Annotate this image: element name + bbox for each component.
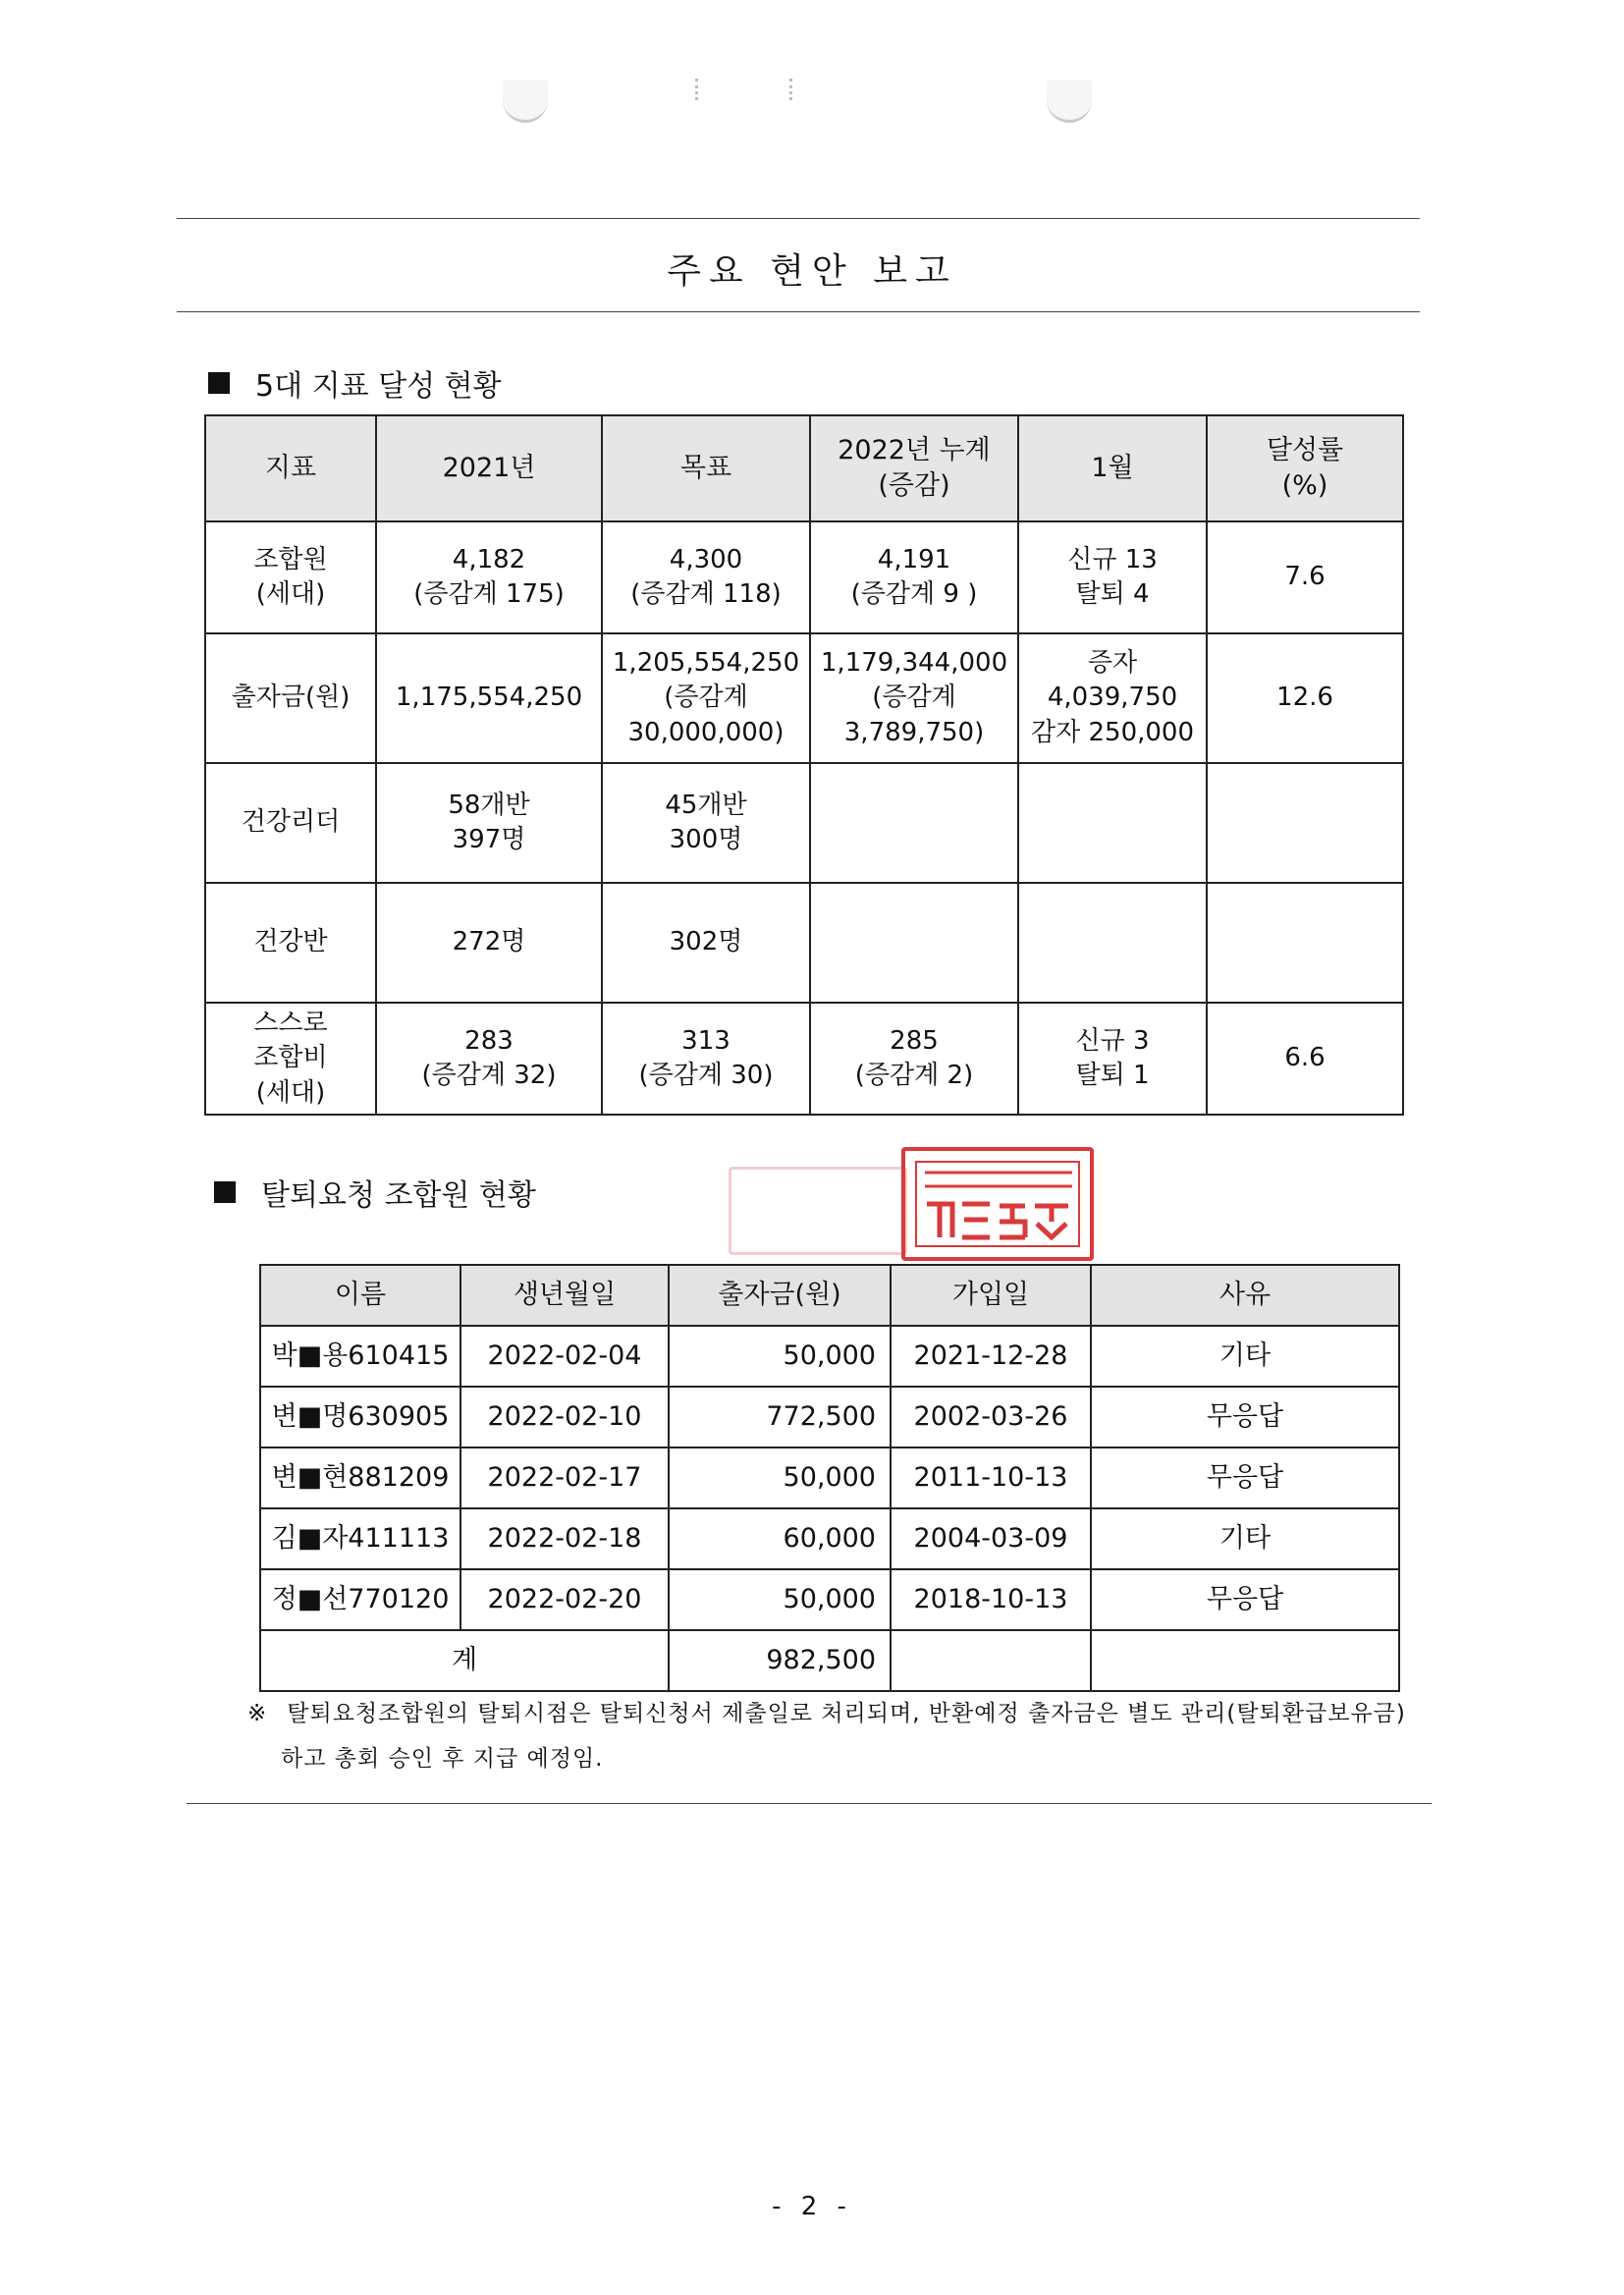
text-line: 397명 bbox=[452, 825, 526, 854]
text-line: 증자 bbox=[1087, 648, 1138, 679]
header-cell bbox=[1018, 415, 1207, 521]
table-cell bbox=[602, 883, 810, 1003]
header-cell bbox=[1207, 415, 1403, 521]
cell-text bbox=[383, 543, 595, 612]
table-row bbox=[260, 1387, 1399, 1448]
text-line: 45개반 bbox=[665, 790, 747, 820]
header-top-rule bbox=[177, 218, 1420, 219]
indicator-table-header bbox=[205, 415, 1403, 521]
header-label: 지표 bbox=[264, 452, 317, 483]
table-cell bbox=[1018, 1003, 1207, 1115]
table-cell bbox=[602, 633, 810, 763]
table-cell bbox=[1018, 521, 1207, 633]
withdrawal-date: 2022-02-18 bbox=[460, 1508, 669, 1569]
table-cell bbox=[1018, 883, 1207, 1003]
seal-stamp bbox=[729, 1147, 1090, 1255]
empty-cell bbox=[1091, 1630, 1399, 1691]
header-label: 생년월일 bbox=[513, 1279, 617, 1310]
table-cell bbox=[376, 521, 602, 633]
header-label: 출자금(원) bbox=[718, 1279, 841, 1310]
text-line: 283 bbox=[464, 1025, 514, 1056]
member-name: 변■명630905 bbox=[260, 1387, 460, 1448]
text-line: 300명 bbox=[669, 825, 743, 854]
table-cell bbox=[376, 1003, 602, 1115]
investment-amount: 50,000 bbox=[669, 1569, 891, 1630]
join-date: 2021-12-28 bbox=[891, 1326, 1091, 1387]
square-bullet-icon bbox=[208, 372, 230, 394]
header-cell bbox=[669, 1265, 891, 1326]
text-line: 4,039,750 bbox=[1047, 683, 1178, 713]
table-cell bbox=[376, 763, 602, 883]
text-line: 스스로 bbox=[253, 1009, 328, 1039]
table-cell bbox=[205, 1003, 376, 1115]
cell-text bbox=[817, 1024, 1011, 1093]
text-line: (증감) bbox=[878, 470, 950, 501]
cell-text bbox=[1025, 1024, 1200, 1093]
cell-text bbox=[383, 1024, 595, 1093]
table-cell bbox=[810, 883, 1018, 1003]
withdrawal-date: 2022-02-10 bbox=[460, 1387, 669, 1448]
text-line: (증감계 175) bbox=[413, 579, 565, 609]
text-line: (세대) bbox=[255, 1077, 326, 1108]
table-row bbox=[205, 883, 1403, 1003]
cell-text: 건강반 bbox=[253, 927, 328, 957]
text-line: 감자 250,000 bbox=[1030, 717, 1194, 747]
text-line: 탈퇴 4 bbox=[1075, 579, 1150, 609]
text-line: (증감계 bbox=[664, 683, 748, 713]
text-line: (증감계 32) bbox=[421, 1061, 557, 1090]
reason: 무응답 bbox=[1091, 1569, 1399, 1630]
cell-text bbox=[212, 543, 369, 612]
investment-amount: 772,500 bbox=[669, 1387, 891, 1448]
note-line-2: 하고 총회 승인 후 지급 예정임. bbox=[281, 1746, 604, 1772]
table-cell bbox=[810, 521, 1018, 633]
member-name: 변■현881209 bbox=[260, 1448, 460, 1508]
binding-dots-left bbox=[695, 79, 702, 100]
table-row bbox=[260, 1326, 1399, 1387]
header-label: 2021년 bbox=[442, 452, 536, 483]
reason: 무응답 bbox=[1091, 1448, 1399, 1508]
withdrawal-date: 2022-02-20 bbox=[460, 1569, 669, 1630]
table-cell bbox=[1018, 633, 1207, 763]
header-label: 이름 bbox=[334, 1279, 387, 1310]
member-name: 김■자411113 bbox=[260, 1508, 460, 1569]
section-withdrawal-title-text: 탈퇴요청 조합원 현황 bbox=[261, 1178, 536, 1213]
text-line: (%) bbox=[1281, 470, 1328, 501]
table-cell bbox=[602, 521, 810, 633]
punch-hole-right bbox=[1047, 81, 1092, 123]
table-cell bbox=[810, 763, 1018, 883]
header-cell bbox=[1091, 1265, 1399, 1326]
header-cell bbox=[810, 415, 1018, 521]
text-line: 1,205,554,250 bbox=[612, 648, 800, 679]
text-line: 탈퇴 1 bbox=[1075, 1061, 1150, 1090]
page-title: 주요 현안 보고 bbox=[667, 251, 957, 292]
text-line: 3,789,750) bbox=[843, 717, 985, 747]
header-cell bbox=[260, 1265, 460, 1326]
text-line: (증감계 bbox=[872, 683, 956, 713]
investment-amount: 50,000 bbox=[669, 1326, 891, 1387]
text-line: (증감계 30) bbox=[638, 1061, 774, 1090]
reason: 기타 bbox=[1091, 1326, 1399, 1387]
page-number: - 2 - bbox=[772, 2192, 852, 2221]
table-cell bbox=[1207, 521, 1403, 633]
text-line: 285 bbox=[890, 1025, 939, 1056]
footer-rule bbox=[187, 1803, 1432, 1804]
join-date: 2018-10-13 bbox=[891, 1569, 1091, 1630]
cell-text: 302명 bbox=[669, 927, 743, 957]
table-cell bbox=[205, 883, 376, 1003]
text-line: 58개반 bbox=[448, 790, 530, 820]
cell-text bbox=[212, 1007, 369, 1110]
table-cell bbox=[810, 1003, 1018, 1115]
total-row bbox=[260, 1630, 1399, 1691]
header-label: 목표 bbox=[679, 452, 732, 483]
cell-text bbox=[1025, 543, 1200, 612]
table-cell bbox=[205, 633, 376, 763]
cell-text: 건강리더 bbox=[241, 807, 341, 838]
section-indicators-title bbox=[208, 361, 502, 405]
total-amount: 982,500 bbox=[669, 1630, 891, 1691]
seal-red-impression bbox=[901, 1147, 1094, 1261]
cell-text bbox=[383, 789, 595, 857]
cell-text bbox=[609, 1024, 803, 1093]
join-date: 2002-03-26 bbox=[891, 1387, 1091, 1448]
text-line: 조합원 bbox=[253, 544, 328, 574]
cell-text: 12.6 bbox=[1276, 683, 1333, 713]
header-cell bbox=[460, 1265, 669, 1326]
cell-text: 출자금(원) bbox=[231, 683, 351, 713]
header-bottom-rule bbox=[177, 311, 1420, 312]
text-line: (증감계 2) bbox=[854, 1061, 974, 1090]
cell-text: 6.6 bbox=[1284, 1043, 1326, 1073]
header-label bbox=[817, 433, 1011, 505]
cell-text bbox=[817, 543, 1011, 612]
text-line: 313 bbox=[681, 1025, 731, 1056]
header-cell bbox=[376, 415, 602, 521]
investment-amount: 50,000 bbox=[669, 1448, 891, 1508]
text-line: 4,182 bbox=[452, 544, 526, 574]
note-line-1: 탈퇴요청조합원의 탈퇴시점은 탈퇴신청서 제출일로 처리되며, 반환예정 출자금은 별도 관리(탈퇴환급보유금) bbox=[287, 1701, 1406, 1726]
text-line: (세대) bbox=[255, 579, 326, 609]
text-line: 30,000,000) bbox=[627, 717, 785, 747]
header-cell bbox=[205, 415, 376, 521]
text-line: 달성률 bbox=[1266, 434, 1344, 465]
table-row bbox=[205, 521, 1403, 633]
reason: 기타 bbox=[1091, 1508, 1399, 1569]
cell-text: 7.6 bbox=[1284, 562, 1326, 592]
withdrawal-date: 2022-02-17 bbox=[460, 1448, 669, 1508]
punch-hole-left bbox=[503, 81, 548, 123]
table-row bbox=[205, 1003, 1403, 1115]
header-cell bbox=[891, 1265, 1091, 1326]
section-withdrawal-title bbox=[214, 1171, 536, 1214]
binding-dots-right bbox=[789, 79, 796, 100]
footnote bbox=[247, 1691, 1426, 1781]
table-cell bbox=[1207, 883, 1403, 1003]
header-label: 1월 bbox=[1091, 452, 1134, 483]
investment-amount: 60,000 bbox=[669, 1508, 891, 1569]
cell-text bbox=[609, 646, 803, 749]
withdrawal-table-header bbox=[260, 1265, 1399, 1326]
section-indicators-title-text: 5대 지표 달성 현황 bbox=[255, 369, 502, 404]
join-date: 2011-10-13 bbox=[891, 1448, 1091, 1508]
member-name: 박■용610415 bbox=[260, 1326, 460, 1387]
text-line: (증감계 118) bbox=[630, 579, 782, 609]
reason: 무응답 bbox=[1091, 1387, 1399, 1448]
table-cell bbox=[1018, 763, 1207, 883]
cell-text: 272명 bbox=[452, 927, 526, 957]
cell-text bbox=[609, 543, 803, 612]
table-row bbox=[205, 633, 1403, 763]
cell-text bbox=[1025, 646, 1200, 749]
table-cell bbox=[205, 763, 376, 883]
seal-glyphs bbox=[905, 1151, 1090, 1257]
text-line: 1,179,344,000 bbox=[820, 648, 1008, 679]
text-line: 신규 13 bbox=[1067, 544, 1158, 574]
seal-faint-impression bbox=[729, 1167, 907, 1255]
table-cell bbox=[376, 883, 602, 1003]
header-cell bbox=[602, 415, 810, 521]
join-date: 2004-03-09 bbox=[891, 1508, 1091, 1569]
withdrawal-date: 2022-02-04 bbox=[460, 1326, 669, 1387]
indicator-table bbox=[204, 414, 1404, 1116]
table-cell bbox=[602, 1003, 810, 1115]
table-row bbox=[205, 763, 1403, 883]
total-label: 계 bbox=[260, 1630, 669, 1691]
text-line: (증감계 9 ) bbox=[850, 579, 978, 609]
header-label: 가입일 bbox=[951, 1279, 1030, 1310]
table-cell bbox=[376, 633, 602, 763]
text-line: 신규 3 bbox=[1075, 1025, 1150, 1056]
member-name: 정■선770120 bbox=[260, 1569, 460, 1630]
cell-text: 1,175,554,250 bbox=[395, 683, 583, 713]
table-cell bbox=[1207, 763, 1403, 883]
table-row bbox=[260, 1448, 1399, 1508]
table-cell bbox=[205, 521, 376, 633]
text-line: 4,300 bbox=[669, 544, 743, 574]
text-line: 2022년 누계 bbox=[838, 434, 991, 465]
cell-text bbox=[817, 646, 1011, 749]
empty-cell bbox=[891, 1630, 1091, 1691]
square-bullet-icon bbox=[214, 1181, 236, 1203]
table-cell bbox=[1207, 1003, 1403, 1115]
text-line: 4,191 bbox=[877, 544, 951, 574]
table-cell bbox=[1207, 633, 1403, 763]
note-symbol: ※ bbox=[247, 1701, 268, 1726]
table-row bbox=[260, 1569, 1399, 1630]
withdrawal-table bbox=[259, 1264, 1400, 1692]
header-label bbox=[1214, 433, 1396, 505]
cell-text bbox=[609, 789, 803, 857]
table-row bbox=[260, 1508, 1399, 1569]
table-cell bbox=[810, 633, 1018, 763]
header-label: 사유 bbox=[1218, 1279, 1272, 1310]
table-cell bbox=[602, 763, 810, 883]
text-line: 조합비 bbox=[253, 1043, 328, 1073]
